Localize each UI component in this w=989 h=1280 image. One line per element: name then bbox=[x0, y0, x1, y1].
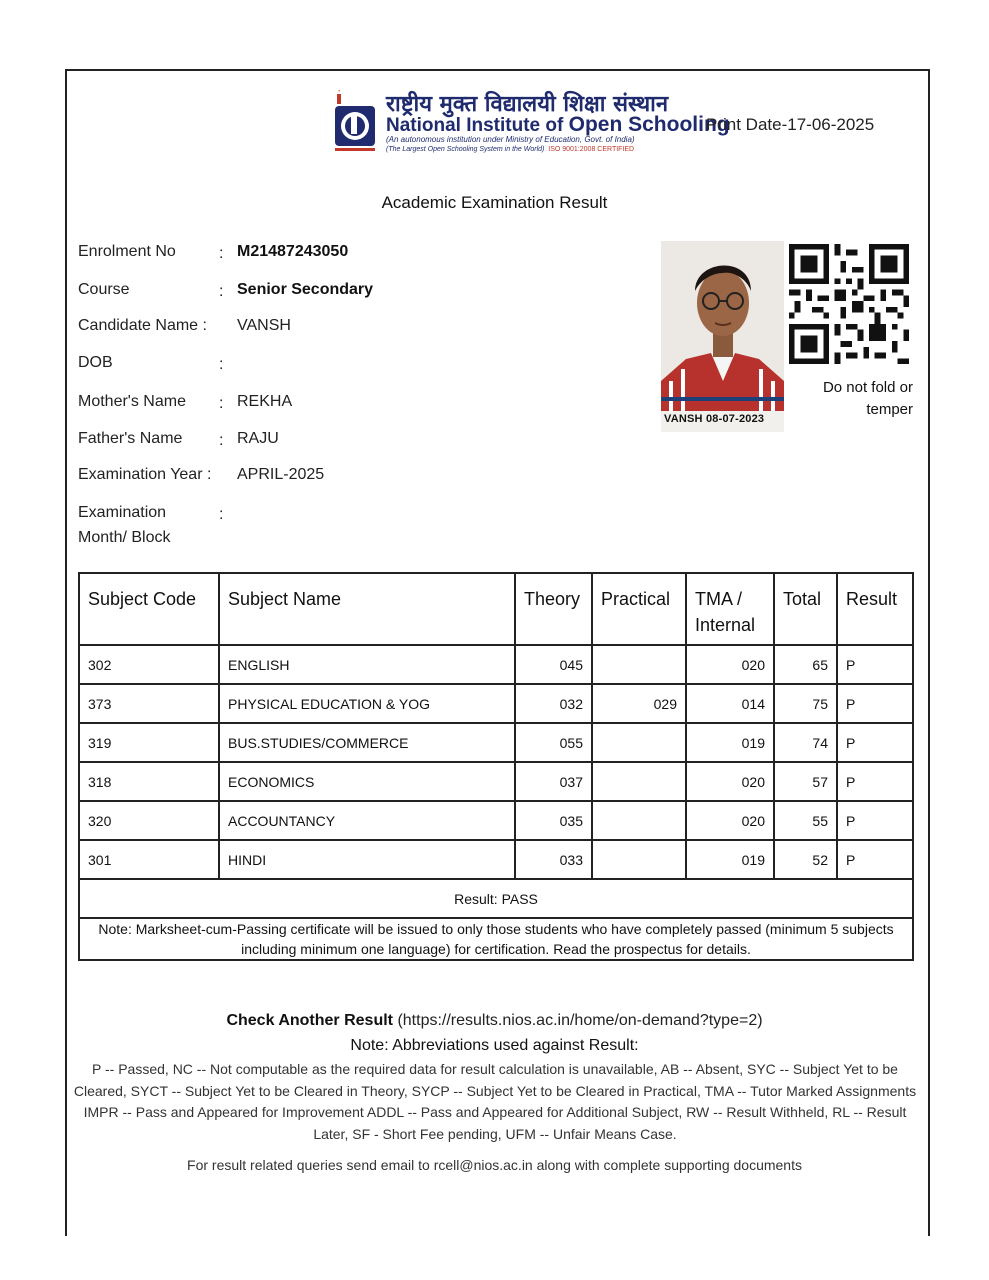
overall-result-row bbox=[79, 879, 913, 918]
photo-caption: VANSH 08-07-2023 bbox=[664, 413, 765, 425]
check-another-result-link[interactable]: (https://results.nios.ac.in/home/on-demand?type=2) bbox=[397, 1012, 763, 1029]
header-subject-name: Subject Name bbox=[219, 573, 515, 645]
course-value: Senior Secondary bbox=[237, 281, 374, 298]
colon: : bbox=[219, 245, 224, 262]
practical-marks bbox=[592, 762, 686, 801]
subject-result: P bbox=[837, 723, 913, 762]
subject-result: P bbox=[837, 801, 913, 840]
total-marks: 74 bbox=[774, 723, 837, 762]
overall-result: Result: PASS bbox=[79, 879, 913, 918]
theory-marks: 033 bbox=[515, 840, 592, 879]
header-theory: Theory bbox=[515, 573, 592, 645]
practical-marks bbox=[592, 840, 686, 879]
theory-marks: 055 bbox=[515, 723, 592, 762]
total-marks: 75 bbox=[774, 684, 837, 723]
institute-hindi-name: राष्ट्रीय मुक्त विद्यालयी शिक्षा संस्थान bbox=[386, 92, 669, 117]
print-date: Print Date-17-06-2025 bbox=[706, 115, 875, 134]
practical-marks bbox=[592, 723, 686, 762]
subject-name: HINDI bbox=[219, 840, 515, 879]
theory-marks: 032 bbox=[515, 684, 592, 723]
colon: : bbox=[219, 395, 224, 412]
check-another-result-label: Check Another Result bbox=[226, 1012, 393, 1029]
tma-marks: 019 bbox=[686, 723, 774, 762]
subject-name: ACCOUNTANCY bbox=[219, 801, 515, 840]
table-row bbox=[79, 684, 913, 723]
header-practical: Practical bbox=[592, 573, 686, 645]
candidate-name-value: VANSH bbox=[237, 317, 291, 334]
exam-month-label-line2: Month/ Block bbox=[78, 529, 171, 546]
candidate-name-label: Candidate Name : bbox=[78, 317, 207, 334]
check-another-result bbox=[0, 1012, 989, 1030]
father-name-value: RAJU bbox=[237, 430, 279, 447]
subject-code: 301 bbox=[79, 840, 219, 879]
institute-tagline: (The Largest Open Schooling System in the World) ISO 9001:2008 CERTIFIED bbox=[386, 146, 635, 153]
header-result: Result bbox=[837, 573, 913, 645]
subject-name: PHYSICAL EDUCATION & YOG bbox=[219, 684, 515, 723]
total-marks: 55 bbox=[774, 801, 837, 840]
abbreviations-heading: Note: Abbreviations used against Result: bbox=[350, 1037, 639, 1054]
tma-marks: 020 bbox=[686, 762, 774, 801]
subject-code: 319 bbox=[79, 723, 219, 762]
colon: : bbox=[219, 283, 224, 300]
subject-result: P bbox=[837, 840, 913, 879]
theory-marks: 035 bbox=[515, 801, 592, 840]
theory-marks: 037 bbox=[515, 762, 592, 801]
enrolment-label: Enrolment No bbox=[78, 243, 176, 260]
header-subject-code: Subject Code bbox=[79, 573, 219, 645]
colon: : bbox=[219, 432, 224, 449]
practical-marks bbox=[592, 801, 686, 840]
mother-name-label: Mother's Name bbox=[78, 393, 186, 410]
table-row bbox=[79, 723, 913, 762]
subject-code: 320 bbox=[79, 801, 219, 840]
qr-code-icon bbox=[789, 244, 909, 364]
header-tma-internal: TMA / Internal bbox=[686, 573, 774, 645]
father-name-label: Father's Name bbox=[78, 430, 183, 447]
exam-year-label: Examination Year : bbox=[78, 466, 212, 483]
course-label: Course bbox=[78, 281, 130, 298]
page-title: Academic Examination Result bbox=[381, 193, 608, 212]
subject-code: 373 bbox=[79, 684, 219, 723]
enrolment-value: M21487243050 bbox=[237, 243, 349, 260]
table-header-row bbox=[79, 573, 913, 645]
subject-result: P bbox=[837, 762, 913, 801]
colon: : bbox=[219, 506, 224, 523]
subject-result: P bbox=[837, 645, 913, 684]
total-marks: 52 bbox=[774, 840, 837, 879]
exam-year-value: APRIL-2025 bbox=[237, 466, 325, 483]
certificate-note: Note: Marksheet-cum-Passing certificate will be issued to only those students who have completely passed (minimum 5 subjects including minimum one language) for certification. Read the prospectus for details. bbox=[79, 918, 913, 960]
subject-name: BUS.STUDIES/COMMERCE bbox=[219, 723, 515, 762]
practical-marks: 029 bbox=[592, 684, 686, 723]
subject-code: 302 bbox=[79, 645, 219, 684]
table-row bbox=[79, 801, 913, 840]
certificate-note-row bbox=[79, 918, 913, 960]
table-row bbox=[79, 840, 913, 879]
practical-marks bbox=[592, 645, 686, 684]
nios-logo-icon bbox=[333, 90, 379, 154]
theory-marks: 045 bbox=[515, 645, 592, 684]
subject-name: ENGLISH bbox=[219, 645, 515, 684]
tma-marks: 020 bbox=[686, 645, 774, 684]
table-row bbox=[79, 645, 913, 684]
tma-marks: 019 bbox=[686, 840, 774, 879]
colon: : bbox=[219, 356, 224, 373]
table-row bbox=[79, 762, 913, 801]
total-marks: 57 bbox=[774, 762, 837, 801]
institute-english-name: National Institute of Open Schooling bbox=[386, 113, 730, 136]
subject-code: 318 bbox=[79, 762, 219, 801]
marks-table bbox=[78, 572, 914, 961]
exam-month-label: Examination bbox=[78, 504, 167, 521]
no-fold-note: Do not fold or temper bbox=[822, 379, 913, 418]
mother-name-value: REKHA bbox=[237, 393, 293, 410]
total-marks: 65 bbox=[774, 645, 837, 684]
dob-label: DOB bbox=[78, 354, 113, 371]
query-contact-note: For result related queries send email to rcell@nios.ac.in along with complete supporting documents bbox=[187, 1157, 802, 1173]
tma-marks: 020 bbox=[686, 801, 774, 840]
header-total: Total bbox=[774, 573, 837, 645]
institute-subtitle: (An autonomous institution under Ministry of Education, Govt. of India) bbox=[386, 135, 635, 144]
candidate-photo bbox=[661, 241, 784, 432]
subject-result: P bbox=[837, 684, 913, 723]
tma-marks: 014 bbox=[686, 684, 774, 723]
subject-name: ECONOMICS bbox=[219, 762, 515, 801]
abbreviations-text: P -- Passed, NC -- Not computable as the required data for result calculation is unavailable, AB -- Absent, SYC -- Subject Yet to be Cleared, SYCT -- Subject Yet to be Cleared in Theory, SYCP -- Subject Yet to be Cleared in Practical, TMA -- Tutor Marked Assignments IMPR -- Pass and Appeared for Improvement ADDL -- Pass and Appeared for Additional Subject, RW -- Result Withheld, RL -- Result Later, SF - Short Fee pending, UFM -- Unfair Means Case. bbox=[73, 1061, 917, 1142]
